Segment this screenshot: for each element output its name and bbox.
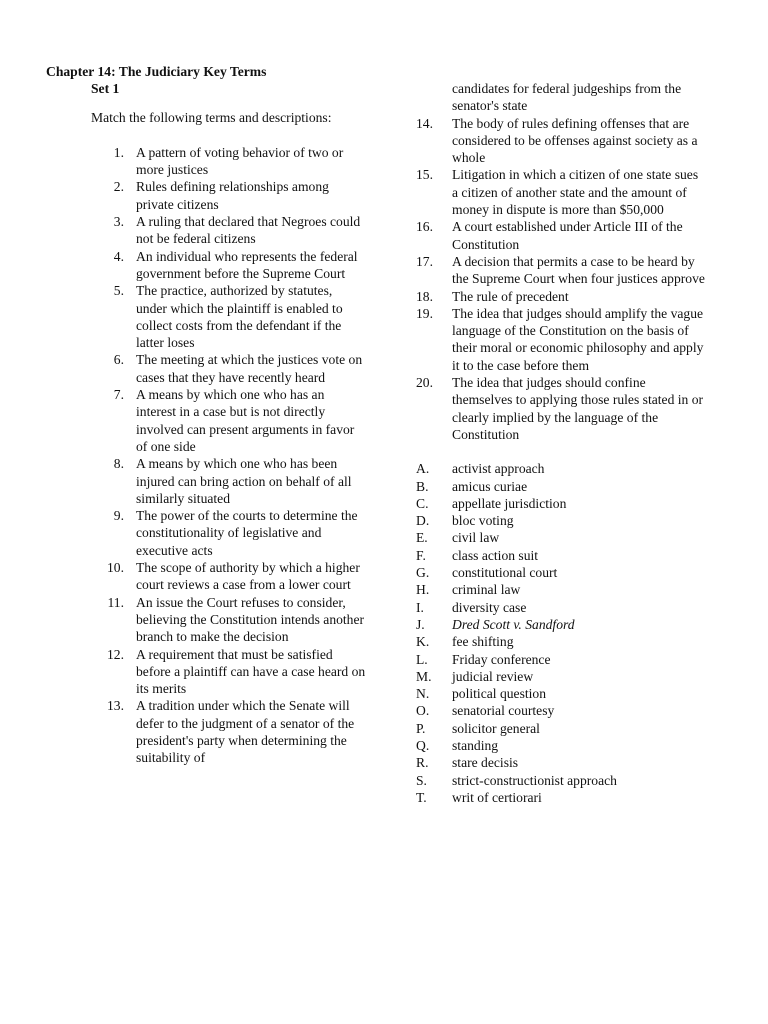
term-item-text: amicus curiae: [452, 478, 528, 494]
description-item-text: Rules defining relationships among private citizens: [136, 179, 329, 212]
term-item-text: solicitor general: [452, 720, 540, 736]
description-item-text: The power of the courts to determine the constitutionality of legislative and executive acts: [136, 508, 358, 558]
term-item-text: constitutional court: [452, 565, 558, 581]
description-item-text: The meeting at which the justices vote on cases that they have recently heard: [136, 352, 363, 385]
term-item-number: T.: [416, 789, 427, 805]
description-item: [416, 374, 706, 443]
term-item-text: fee shifting: [452, 634, 514, 650]
description-item-text: A decision that permits a case to be heard by the Supreme Court when four justices approve: [452, 253, 705, 287]
description-item: [46, 559, 366, 594]
term-item-text: appellate jurisdiction: [452, 495, 567, 511]
description-item-text: Litigation in which a citizen of one state sues a citizen of another state and the amount of money in dispute is more than $50,000: [452, 167, 699, 218]
term-item: [416, 547, 706, 564]
description-item: [46, 248, 366, 283]
description-item-number: 11.: [107, 594, 124, 610]
description-item: [46, 594, 366, 646]
page-title: Chapter 14: The Judiciary Key Terms: [46, 64, 267, 79]
description-item-text: The body of rules defining offenses that are considered to be offenses against society as a whole: [452, 115, 698, 166]
description-item: [416, 218, 706, 253]
description-item-text: A means by which one who has an interest in a case but is not directly involved can present arguments in favor of one side: [136, 387, 355, 454]
description-item-number: 5.: [113, 283, 124, 299]
term-item-number: M.: [416, 668, 432, 684]
term-item: [416, 754, 706, 771]
term-item-number: B.: [416, 478, 429, 494]
term-item-number: S.: [416, 772, 427, 788]
term-item-text: senatorial courtesy: [452, 703, 555, 719]
description-item-text: An issue the Court refuses to consider, believing the Constitution intends another branch to make the decision: [136, 594, 365, 645]
term-item-text: bloc voting: [452, 513, 514, 529]
description-item: [46, 386, 366, 455]
term-item: [416, 616, 706, 633]
description-item-number: 20.: [416, 375, 433, 391]
description-item-number: 16.: [416, 219, 433, 235]
description-item-number: 19.: [416, 305, 433, 321]
term-item-number: R.: [416, 755, 429, 771]
instructions: Match the following terms and descriptions:: [91, 109, 332, 125]
term-item: [416, 512, 706, 529]
term-item-number: O.: [416, 703, 430, 719]
description-item-text: The idea that judges should amplify the vague language of the Constitution on the basis of their moral or economic philosophy and apply it to the case before them: [452, 305, 704, 373]
term-item: [416, 737, 706, 754]
term-item: [416, 460, 706, 477]
term-item: [416, 685, 706, 702]
term-item-text: class action suit: [452, 547, 539, 563]
description-item: [416, 115, 706, 167]
description-item-number: 1.: [113, 144, 124, 160]
description-item-number: 3.: [113, 214, 124, 230]
description-item-number: 2.: [113, 179, 124, 195]
description-item-number: 9.: [113, 508, 124, 524]
term-item-text: writ of certiorari: [452, 789, 542, 805]
term-item-text: stare decisis: [452, 755, 519, 771]
description-13-continuation: candidates for federal judgeships from the senator's state: [452, 81, 682, 114]
left-column: [46, 63, 366, 767]
term-item-number: G.: [416, 565, 430, 581]
term-item-number: L.: [416, 651, 428, 667]
term-item-number: P.: [416, 720, 426, 736]
term-item: [416, 529, 706, 546]
description-item: [46, 697, 366, 766]
term-item: [416, 651, 706, 668]
description-item-text: An individual who represents the federal government before the Supreme Court: [136, 248, 358, 281]
term-item-number: K.: [416, 634, 430, 650]
term-item-text: standing: [452, 737, 499, 753]
description-item: [46, 507, 366, 559]
term-item-text: political question: [452, 686, 547, 702]
description-item-number: 8.: [113, 456, 124, 472]
description-item-text: A pattern of voting behavior of two or more justices: [136, 144, 344, 178]
term-item: [416, 668, 706, 685]
term-item: [416, 564, 706, 581]
description-item-text: A ruling that declared that Negroes could not be federal citizens: [136, 214, 361, 247]
term-item: [416, 495, 706, 512]
term-item-text: activist approach: [452, 461, 545, 477]
term-item-text: diversity case: [452, 599, 527, 615]
set-label: Set 1: [91, 81, 120, 97]
term-item: [416, 702, 706, 719]
description-item: [416, 253, 706, 288]
term-item: [416, 599, 706, 616]
term-item-number: N.: [416, 686, 430, 702]
description-item-number: 10.: [107, 560, 124, 576]
description-item: [46, 351, 366, 386]
description-item-text: The scope of authority by which a higher court reviews a case from a lower court: [136, 560, 360, 593]
description-item-number: 12.: [107, 646, 124, 662]
description-list-right: [416, 115, 706, 444]
term-item: [416, 478, 706, 495]
term-item-number: C.: [416, 495, 429, 511]
term-item-number: D.: [416, 513, 430, 529]
description-item-number: 15.: [416, 167, 433, 183]
term-item-text: strict-constructionist approach: [452, 772, 617, 788]
description-item-text: The practice, authorized by statutes, under which the plaintiff is enabled to collect costs from the defendant if the latter loses: [136, 283, 343, 351]
term-item: [416, 772, 706, 789]
term-item: [416, 633, 706, 650]
term-item-number: A.: [416, 461, 430, 477]
term-item-number: E.: [416, 530, 428, 546]
term-item-number: J.: [416, 616, 425, 632]
term-item-text: civil law: [452, 530, 500, 546]
description-item: [416, 288, 706, 305]
description-item-number: 6.: [113, 352, 124, 368]
term-item-number: Q.: [416, 737, 430, 753]
description-item: [46, 646, 366, 698]
description-item: [416, 305, 706, 374]
description-item-text: A requirement that must be satisfied before a plaintiff can have a case heard on its merits: [136, 646, 366, 697]
description-item-number: 18.: [416, 288, 433, 304]
description-item: [46, 213, 366, 248]
description-item-text: A means by which one who has been injured can bring action on behalf of all similarly situated: [136, 456, 352, 506]
description-item-text: The idea that judges should confine themselves to applying those rules stated in or clearly implied by the language of the Constitution: [452, 375, 704, 442]
description-item: [416, 166, 706, 218]
description-item-text: A court established under Article III of the Constitution: [452, 219, 683, 252]
term-item-number: H.: [416, 582, 430, 598]
description-item: [46, 455, 366, 507]
description-item-text: A tradition under which the Senate will defer to the judgment of a senator of the president's party when determining the suitability of: [136, 698, 355, 766]
description-item-text: The rule of precedent: [452, 288, 569, 304]
term-item: [416, 581, 706, 598]
description-item: [46, 178, 366, 213]
term-item: [416, 789, 706, 806]
term-item-text: judicial review: [452, 668, 534, 684]
right-column: [416, 80, 706, 806]
description-item-number: 7.: [113, 387, 124, 403]
description-item-number: 17.: [416, 253, 433, 269]
description-item-number: 4.: [113, 248, 124, 264]
term-item-text: Dred Scott v. Sandford: [452, 616, 575, 632]
term-item-text: Friday conference: [452, 651, 551, 667]
description-item-number: 13.: [107, 698, 124, 714]
description-item: [46, 144, 366, 179]
term-item-text: criminal law: [452, 582, 521, 598]
description-list-left: [46, 144, 366, 767]
term-item: [416, 720, 706, 737]
term-item-number: I.: [416, 599, 424, 615]
description-item: [46, 282, 366, 351]
description-item-number: 14.: [416, 115, 433, 131]
term-list: [416, 460, 706, 806]
term-item-number: F.: [416, 547, 426, 563]
